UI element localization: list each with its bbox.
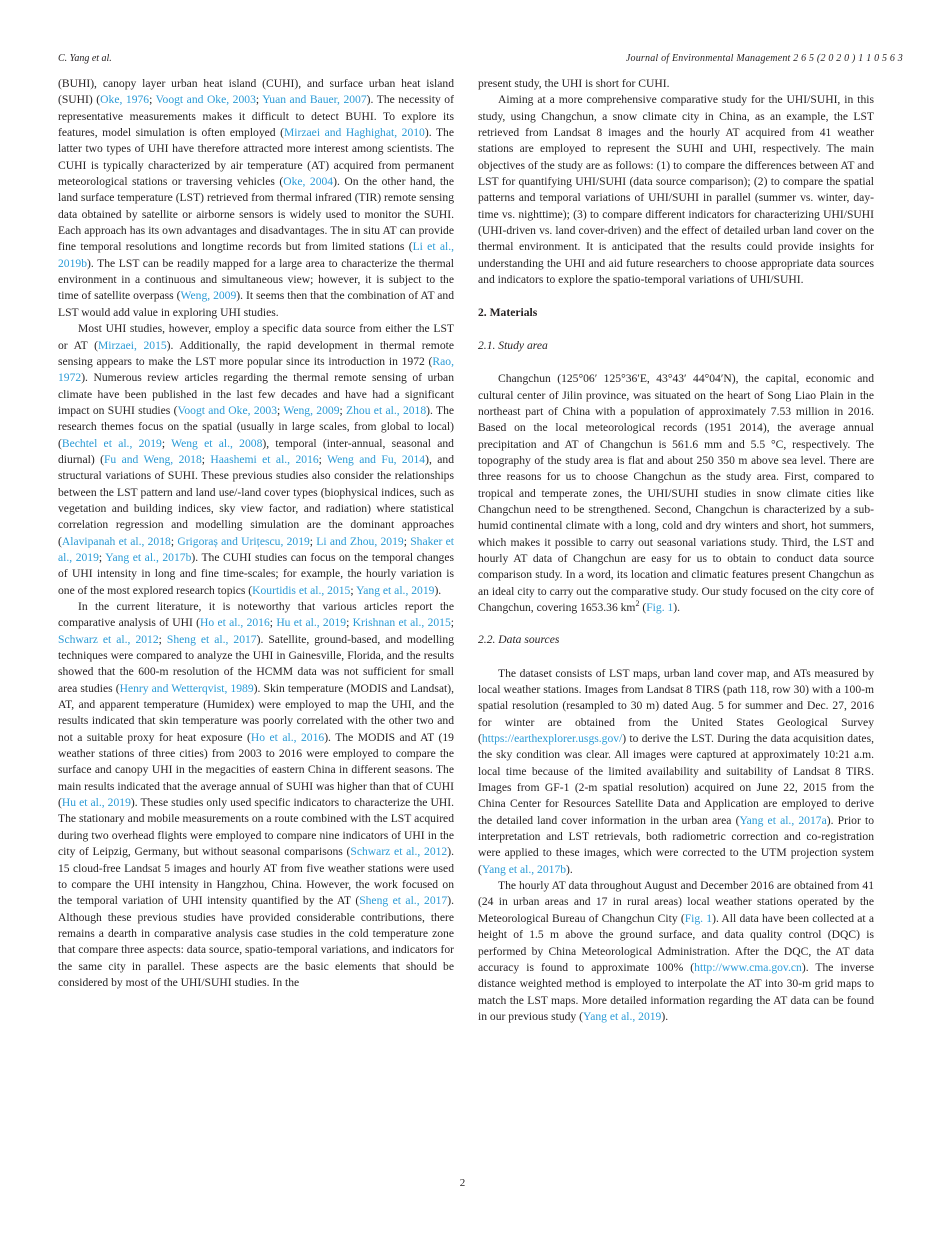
text-run: ; [255,93,263,107]
text-run: ). The latter two types of UHI have therefore attracted more interest among scientists. The CUHI is typically characterized by air temperature (AT) acquired from permanent meteorological stations or traversing vehicles ( [58,126,454,189]
text-run: ). Skin temperature (MODIS and Landsat), AT, and apparent temperature (Humidex) were employed to map the UHI, and the results indicated that skin temperature was poorly correlated with the other two and not a suitable proxy for heat exposure ( [58,681,454,744]
citation-link[interactable]: Yang et al., 2019 [582,1009,662,1023]
citation-link[interactable]: Schwarz et al., 2012 [350,845,448,859]
citation-link[interactable]: Rao, 1972 [58,354,454,385]
citation-link[interactable]: Sheng et al., 2017 [166,632,257,646]
text-run: (BUHI), canopy layer urban heat island (CUHI), and surface urban heat island (SUHI) ( [58,77,454,107]
text-run: ). [673,600,681,614]
text-run: present study, the UHI is short for CUHI. [478,77,670,90]
text-run: ; [98,550,106,564]
paragraph [58,599,454,991]
text-run: ). On the other hand, the land surface temperature (LST) retrieved from thermal infrared (TIR) remote sensing data obtained by satellite or airborne sensors is widely used to monitor the SUHI. Each approach has its own advantages and disadvantages. The in situ AT can provide fine temporal resolutions and longtime records but from limited stations ( [58,175,454,254]
paragraph [478,878,874,1025]
text-run: ). Satellite, ground-based, and modelling techniques were compared to analyze the UHI in Gainesville, Florida, and the results showed that the 600-m resolution of the HCMM data was not sufficient for small area studies ( [58,632,455,695]
citation-link[interactable]: Weng, 2009 [180,289,237,303]
citation-link[interactable]: Yang et al., 2017a [739,813,827,827]
text-run: ). The necessity of representative measurements makes it difficult to detect BUHI. To explore its features, model simulation is often employed ( [58,93,454,140]
citation-link[interactable]: Henry and Wetterqvist, 1989 [119,681,254,695]
citation-link[interactable]: Krishnan et al., 2015 [352,616,451,630]
text-run: ; [201,452,211,466]
text-run: ; [158,632,167,646]
text-run: ; [339,403,347,417]
citation-link[interactable]: Oke, 2004 [283,175,334,189]
header-authors: C. Yang et al. [58,53,112,64]
text-run: ). All data have been collected at a height of 1.5 m above the ground surface, and data quality control (DQC) is performed by China Meteorological Administration. After the DQC, the AT data accuracy is found to approximate 100% ( [478,911,874,974]
text-run: ). The LST can be readily mapped for a large area to characterize the thermal environment in a continuous and simultaneous view; however, it is subject to the time of satellite overpass ( [58,256,454,303]
citation-link[interactable]: Mirzaei, 2015 [97,338,167,352]
citation-link[interactable]: Fig. 1 [684,911,713,925]
citation-link[interactable]: Hu et al., 2019 [61,796,131,810]
citation-link[interactable]: http://www.cma.gov.cn [694,960,802,974]
text-run: In the current literature, it is noteworthy that various articles report the comparative analysis of UHI ( [58,600,454,630]
text-run: Changchun (125°06′ 125°36′E, 43°43′ 44°04′N), the capital, economic and cultural center of Jilin province, was situated on the heart of Song Liao Plain in the northeast part of China with a population of approximately 7.53 million in 2016. Based on the local meteorological records (1951 2014), the average annual precipitation and AT of Changchun is 561.6 mm and 5.5 °C, respectively. The topography of the study area is flat and about 250 350 m above sea level. There are three reasons for us to choose Changchun as the study area. First, compared to tropical and temperate zones, the UHI/SUHI studies in snow climate cities like Changchun need to be strengthened. Second, Changchun is characterized by a sub-humid continental climate with a long, cold and dry winters and short, hot summers, which makes it possible to carry out seasonal variations study. Third, the LST and hourly AT data of Changchun are easy for us to obtain to conduct data source comparison study. In a word, its location and climatic features present Changchun as an ideal city to carry out the comparative study. Our study focused on the city core of Changchun, covering 1653.36 km [478,372,874,614]
citation-link[interactable]: Yang et al., 2017b [481,862,567,876]
text-run: ). Prior to interpretation and LST retrievals, both radiometric correction and co-registration were applied to these images, which were corrected to the UTM projection system ( [478,813,874,876]
text-run: ) to derive the LST. During the data acquisition dates, the sky condition was clear. All images were captured at approximately 10:21 a.m. local time because of the limited availability and suitability of Landsat 8 TIRS. Images from GF-1 (2-m spatial resolution) acquired on June 22, 2015 from the China Center for Resources Satellite Data and Application are employed to derive the detailed land cover information in the urban area ( [478,732,874,827]
citation-link[interactable]: Kourtidis et al., 2015 [252,583,351,597]
text-run: ; [350,583,357,597]
citation-link[interactable]: Sheng et al., 2017 [359,894,448,908]
citation-link[interactable]: Yuan and Bauer, 2007 [262,93,367,107]
text-run: ; [149,93,156,107]
text-run: ( [639,600,647,614]
paragraph [478,666,874,878]
text-run: ; [346,616,353,630]
citation-link[interactable]: Fu and Weng, 2018 [103,452,202,466]
text-run: ). [434,583,442,597]
text-run: ; [170,534,178,548]
subsection-heading: 2.1. Study area [478,338,548,352]
citation-link[interactable]: Voogt and Oke, 2003 [177,403,278,417]
superscript: 2 [635,599,640,609]
citation-link[interactable]: Fig. 1 [646,600,674,614]
text-run: ). Numerous review articles regarding the thermal remote sensing of urban climate have been published in the last few decades and have had a significant impact on SUHI studies ( [58,371,454,417]
text-run: Most UHI studies, however, employ a specific data source from either the LST or AT ( [58,322,454,352]
paragraph [478,76,874,92]
citation-link[interactable]: https://earthexplorer.usgs.gov/ [481,732,623,746]
text-run: ). The research themes focus on the spatial (usually in large scales, from global to local) ( [58,403,455,450]
text-run: The dataset consists of LST maps, urban land cover map, and ATs measured by local weather stations. Images from Landsat 8 TIRS (path 118, row 30) with a 100-m spatial resolution (resampled to 30 m) dated Aug. 5 for summer and Dec. 27, 2016 for winter are obtained from the United States Geological Survey ( [478,666,874,746]
citation-link[interactable]: Weng, 2009 [283,403,340,417]
paragraph [478,92,874,288]
citation-link[interactable]: Li et al., 2019b [58,240,454,270]
text-run: ), temporal (inter-annual, seasonal and diurnal) ( [58,436,454,466]
text-run: ). Additionally, the rapid development in thermal remote sensing appears to make the LST more popular since its introduction in 1972 ( [58,338,454,368]
text-run: ; [269,616,277,630]
citation-link[interactable]: Voogt and Oke, 2003 [155,93,256,107]
citation-link[interactable]: Mirzaei and Haghighat, 2010 [284,126,425,140]
text-run: ; [450,616,454,630]
text-run: ). The CUHI studies can focus on the temporal changes of UHI intensity in long and fine time-scales; for example, the hourly variation is one of the most explored research topics ( [58,550,454,597]
text-run: ; [403,534,411,548]
citation-link[interactable]: Yang et al., 2019 [356,583,435,597]
citation-link[interactable]: Alavipanah et al., 2018 [61,534,171,548]
text-run: ; [309,534,317,548]
citation-link[interactable]: Grigoraș and Urițescu, 2019 [177,534,310,548]
text-run: The hourly AT data throughout August and December 2016 are obtained from 41 (24 in urban areas and 17 in rural areas) local weather stations operated by the Meteorological Bureau of Changchun City ( [478,879,874,925]
text-run: ). Although these previous studies have provided considerable contributions, there remains a dearth in comparative analysis case studies in the cold temperature zone that compare three aspects: data source, spatio-temporal variations, and indicators for the same city in parallel. These aspects are the basic elements that should be considered by most of the UHI/SUHI studies. In the [58,894,454,989]
text-run: ). [566,862,573,876]
citation-link[interactable]: Weng and Fu, 2014 [327,452,426,466]
citation-link[interactable]: Hu et al., 2019 [276,616,347,630]
citation-link[interactable]: Li and Zhou, 2019 [316,534,404,548]
header-journal: Journal of Environmental Management 2 6 5 (2 0 2 0 ) 1 1 0 5 6 3 [625,53,903,64]
text-run: ). It seems then that the combination of AT and LST would add value in exploring UHI studies. [58,289,455,319]
subsection-heading: 2.2. Data sources [478,633,560,647]
text-run: ), and structural variations of SUHI. These previous studies also consider the relationships between the LST pattern and land use/-land cover types (biophysical indices, such as vegetation and building indices, sky view factor, and radiation) where statistical correlation regression and modelling simulation are the dominant approaches ( [58,452,455,548]
text-run: ). 15 cloud-free Landsat 5 images and hourly AT from five weather stations were used to compare the UHI intensity in Hangzhou, China. However, the work focused on the temporal variation of UHI intensity quantified by the AT ( [58,845,454,908]
text-run: ; [161,436,172,450]
text-run: ). These studies only used specific indicators to characterize the UHI. The stationary and mobile measurements on a route combined with the LST acquired during two overhead flights were employed to compare nine indicators of UHI in the city of Leipzig, Germany, but without seasonal comparisons ( [58,796,454,859]
citation-link[interactable]: Zhou et al., 2018 [346,403,427,417]
text-run: Aiming at a more comprehensive comparative study for the UHI/SUHI, in this study, using Changchun, a snow climate city in China, as an example, the LST retrieved from Landsat 8 images and the hourly AT acquired from 41 weather stations are employed to represent the SUHI and UHI, respectively. The main objectives of the study are as follows: (1) to compare the differences between AT and LST for quantifying UHI/SUHI (data source comparison); (2) to compare the spatial patterns and temporal variations of UHI/SUHI in parallel (summer vs. winter, daytime vs. nighttime); (3) to compare different indicators for characterizing UHI/SUHI (UHI-driven vs. land cover-driven) and the effect of detailed urban land cover on the thermal environment. It is anticipated that the results could provide insights for understanding the UHI and aid future researchers to choose appropriate data sources and indicators to explore the spatio-temporal variations of UHI/SUHI. [478,93,874,287]
text-run: ; [277,403,284,417]
page-number: 2 [459,1177,466,1189]
citation-link[interactable]: Schwarz et al., 2012 [58,632,159,646]
citation-link[interactable]: Shaker et al., 2019 [58,534,455,564]
citation-link[interactable]: Oke, 1976 [100,93,150,107]
text-run: ). [661,1009,669,1023]
section-heading: 2. Materials [478,306,538,320]
citation-link[interactable]: Bechtel et al., 2019 [61,436,162,450]
citation-link[interactable]: Ho et al., 2016 [250,730,325,744]
paragraph [478,371,874,616]
citation-link[interactable]: Yang et al., 2017b [105,550,192,564]
citation-link[interactable]: Ho et al., 2016 [199,616,270,630]
text-run: ; [318,452,328,466]
right-column [478,76,874,1025]
left-column [58,76,454,991]
paragraph [58,321,454,599]
text-run: ). The MODIS and AT (19 weather stations of three cities) from 2003 to 2016 were employed to compare the surface and canopy UHI in the megacities of eastern China in different seasons. The main results indicated that the average annual of SUHI was higher than that of CUHI ( [58,730,454,810]
citation-link[interactable]: Weng et al., 2008 [171,436,263,450]
paragraph [58,76,454,321]
citation-link[interactable]: Haashemi et al., 2016 [210,452,319,466]
running-header [0,53,925,69]
text-run: ). The inverse distance weighted method is employed to interpolate the AT into 30-m grid maps to match the LST maps. More detailed information regarding the AT data can be found in our previous study ( [478,960,874,1023]
